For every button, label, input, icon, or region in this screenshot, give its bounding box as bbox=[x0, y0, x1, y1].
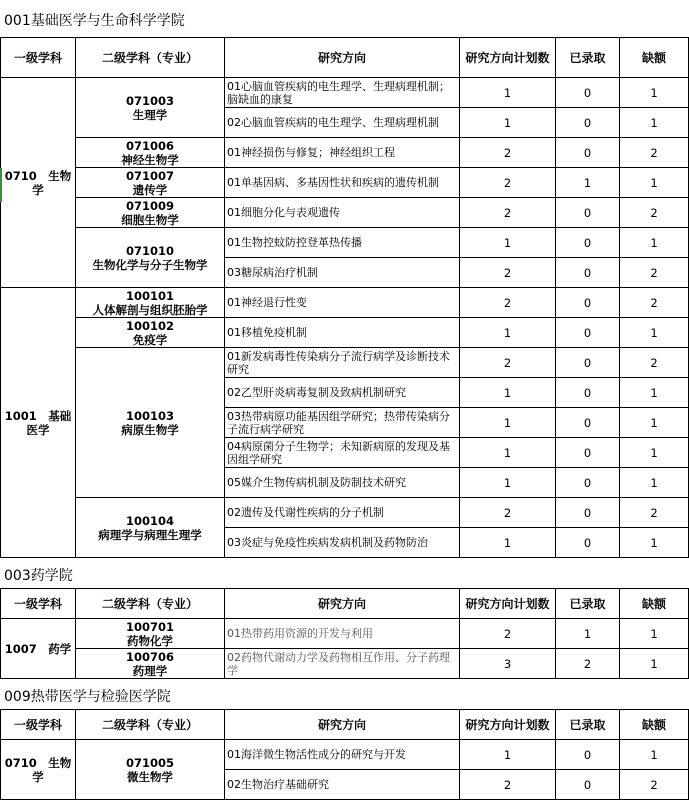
admitted-count: 1 bbox=[556, 168, 620, 198]
research-direction: 01热带药用资源的开发与利用 bbox=[225, 619, 460, 649]
planned-count: 1 bbox=[460, 740, 556, 770]
level2-discipline: 071006 神经生物学 bbox=[76, 138, 225, 168]
research-direction: 01细胞分化与表观遗传 bbox=[225, 198, 460, 228]
admitted-count: 0 bbox=[556, 138, 620, 168]
planned-count: 2 bbox=[460, 168, 556, 198]
vacancy-count: 2 bbox=[620, 348, 689, 378]
planned-count: 1 bbox=[460, 378, 556, 408]
col-header-level1: 一级学科 bbox=[1, 710, 76, 740]
research-direction: 01心脑血管疾病的电生理学、生理病理机制；脑缺血的康复 bbox=[225, 78, 460, 108]
vacancy-count: 1 bbox=[620, 318, 689, 348]
admitted-count: 0 bbox=[556, 468, 620, 498]
admitted-count: 0 bbox=[556, 498, 620, 528]
col-header-admitted: 已录取 bbox=[556, 589, 620, 619]
col-header-vacancy: 缺额 bbox=[620, 38, 689, 78]
vacancy-count: 1 bbox=[620, 228, 689, 258]
col-header-vacancy: 缺额 bbox=[620, 710, 689, 740]
col-header-planned: 研究方向计划数 bbox=[460, 38, 556, 78]
admitted-count: 0 bbox=[556, 198, 620, 228]
level2-discipline: 071005 微生物学 bbox=[76, 740, 225, 800]
research-direction: 03炎症与免疫性疾病发病机制及药物防治 bbox=[225, 528, 460, 558]
admitted-count: 0 bbox=[556, 438, 620, 468]
admitted-count: 0 bbox=[556, 288, 620, 318]
planned-count: 1 bbox=[460, 468, 556, 498]
research-direction: 04病原菌分子生物学；未知新病原的发现及基因组学研究 bbox=[225, 438, 460, 468]
admitted-count: 1 bbox=[556, 619, 620, 649]
col-header-level2: 二级学科（专业） bbox=[76, 589, 225, 619]
admitted-count: 0 bbox=[556, 528, 620, 558]
planned-count: 1 bbox=[460, 78, 556, 108]
level2-discipline: 071009 细胞生物学 bbox=[76, 198, 225, 228]
planned-count: 2 bbox=[460, 498, 556, 528]
level2-discipline: 071007 遗传学 bbox=[76, 168, 225, 198]
vacancy-count: 1 bbox=[620, 528, 689, 558]
planned-count: 2 bbox=[460, 348, 556, 378]
admitted-count: 0 bbox=[556, 378, 620, 408]
col-header-admitted: 已录取 bbox=[556, 38, 620, 78]
research-direction: 01单基因病、多基因性状和疾病的遗传机制 bbox=[225, 168, 460, 198]
admitted-count: 0 bbox=[556, 228, 620, 258]
col-header-planned: 研究方向计划数 bbox=[460, 589, 556, 619]
research-direction: 01移植免疫机制 bbox=[225, 318, 460, 348]
vacancy-count: 2 bbox=[620, 138, 689, 168]
research-direction: 01新发病毒性传染病分子流行病学及诊断技术研究 bbox=[225, 348, 460, 378]
admitted-count: 0 bbox=[556, 740, 620, 770]
level2-discipline: 100102 免疫学 bbox=[76, 318, 225, 348]
vacancy-count: 1 bbox=[620, 740, 689, 770]
level2-discipline: 100101 人体解剖与组织胚胎学 bbox=[76, 288, 225, 318]
research-direction: 05媒介生物传病机制及防制技术研究 bbox=[225, 468, 460, 498]
research-direction: 01神经损伤与修复；神经组织工程 bbox=[225, 138, 460, 168]
planned-count: 2 bbox=[460, 288, 556, 318]
col-header-direction: 研究方向 bbox=[225, 38, 460, 78]
col-header-direction: 研究方向 bbox=[225, 589, 460, 619]
col-header-vacancy: 缺额 bbox=[620, 589, 689, 619]
section-title-pharmacy: 003药学院 bbox=[4, 568, 73, 584]
planned-count: 1 bbox=[460, 438, 556, 468]
col-header-level2: 二级学科（专业） bbox=[76, 710, 225, 740]
section-title-tropical-medicine: 009热带医学与检验医学院 bbox=[4, 689, 171, 705]
section-title-basic-medicine: 001基础医学与生命科学学院 bbox=[4, 13, 185, 29]
planned-count: 1 bbox=[460, 408, 556, 438]
planned-count: 2 bbox=[460, 258, 556, 288]
vacancy-count: 2 bbox=[620, 498, 689, 528]
research-direction: 02生物治疗基础研究 bbox=[225, 770, 460, 800]
vacancy-count: 1 bbox=[620, 468, 689, 498]
admitted-count: 0 bbox=[556, 770, 620, 800]
vacancy-count: 2 bbox=[620, 770, 689, 800]
vacancy-count: 1 bbox=[620, 619, 689, 649]
vacancy-count: 2 bbox=[620, 258, 689, 288]
planned-count: 1 bbox=[460, 528, 556, 558]
table-basic-medicine bbox=[0, 37, 689, 558]
vacancy-count: 2 bbox=[620, 198, 689, 228]
research-direction: 01海洋微生物活性成分的研究与开发 bbox=[225, 740, 460, 770]
col-header-level1: 一级学科 bbox=[1, 589, 76, 619]
admitted-count: 0 bbox=[556, 408, 620, 438]
col-header-level2: 二级学科（专业） bbox=[76, 38, 225, 78]
vacancy-count: 1 bbox=[620, 649, 689, 679]
research-direction: 02心脑血管疾病的电生理学、生理病理机制 bbox=[225, 108, 460, 138]
vacancy-count: 2 bbox=[620, 288, 689, 318]
level1-discipline: 0710 生物学 bbox=[1, 740, 76, 800]
research-direction: 02乙型肝炎病毒复制及致病机制研究 bbox=[225, 378, 460, 408]
level1-discipline: 1001 基础医学 bbox=[1, 288, 76, 558]
planned-count: 1 bbox=[460, 108, 556, 138]
planned-count: 2 bbox=[460, 770, 556, 800]
planned-count: 1 bbox=[460, 318, 556, 348]
admitted-count: 0 bbox=[556, 348, 620, 378]
table-tropical-medicine bbox=[0, 709, 689, 800]
level2-discipline: 100104 病理学与病理生理学 bbox=[76, 498, 225, 558]
admitted-count: 2 bbox=[556, 649, 620, 679]
vacancy-count: 1 bbox=[620, 108, 689, 138]
research-direction: 02遗传及代谢性疾病的分子机制 bbox=[225, 498, 460, 528]
research-direction: 02药物代谢动力学及药物相互作用、分子药理学 bbox=[225, 649, 460, 679]
admitted-count: 0 bbox=[556, 108, 620, 138]
table-pharmacy bbox=[0, 588, 689, 679]
col-header-planned: 研究方向计划数 bbox=[460, 710, 556, 740]
vacancy-count: 1 bbox=[620, 378, 689, 408]
planned-count: 2 bbox=[460, 198, 556, 228]
level2-discipline: 100103 病原生物学 bbox=[76, 348, 225, 498]
level1-discipline: 0710 生物学 bbox=[1, 78, 76, 288]
col-header-direction: 研究方向 bbox=[225, 710, 460, 740]
planned-count: 3 bbox=[460, 649, 556, 679]
admitted-count: 0 bbox=[556, 78, 620, 108]
cell-selection-edge bbox=[0, 168, 2, 202]
level2-discipline: 100706 药理学 bbox=[76, 649, 225, 679]
admitted-count: 0 bbox=[556, 258, 620, 288]
level1-discipline: 1007 药学 bbox=[1, 619, 76, 679]
level2-discipline: 071010 生物化学与分子生物学 bbox=[76, 228, 225, 288]
vacancy-count: 1 bbox=[620, 408, 689, 438]
planned-count: 1 bbox=[460, 228, 556, 258]
admitted-count: 0 bbox=[556, 318, 620, 348]
level2-discipline: 100701 药物化学 bbox=[76, 619, 225, 649]
vacancy-count: 1 bbox=[620, 168, 689, 198]
col-header-admitted: 已录取 bbox=[556, 710, 620, 740]
research-direction: 03糖尿病治疗机制 bbox=[225, 258, 460, 288]
research-direction: 01神经退行性变 bbox=[225, 288, 460, 318]
vacancy-count: 1 bbox=[620, 78, 689, 108]
research-direction: 03热带病原功能基因组学研究；热带传染病分子流行病学研究 bbox=[225, 408, 460, 438]
level2-discipline: 071003 生理学 bbox=[76, 78, 225, 138]
vacancy-count: 1 bbox=[620, 438, 689, 468]
planned-count: 2 bbox=[460, 138, 556, 168]
research-direction: 01生物控蚊防控登革热传播 bbox=[225, 228, 460, 258]
col-header-level1: 一级学科 bbox=[1, 38, 76, 78]
planned-count: 2 bbox=[460, 619, 556, 649]
